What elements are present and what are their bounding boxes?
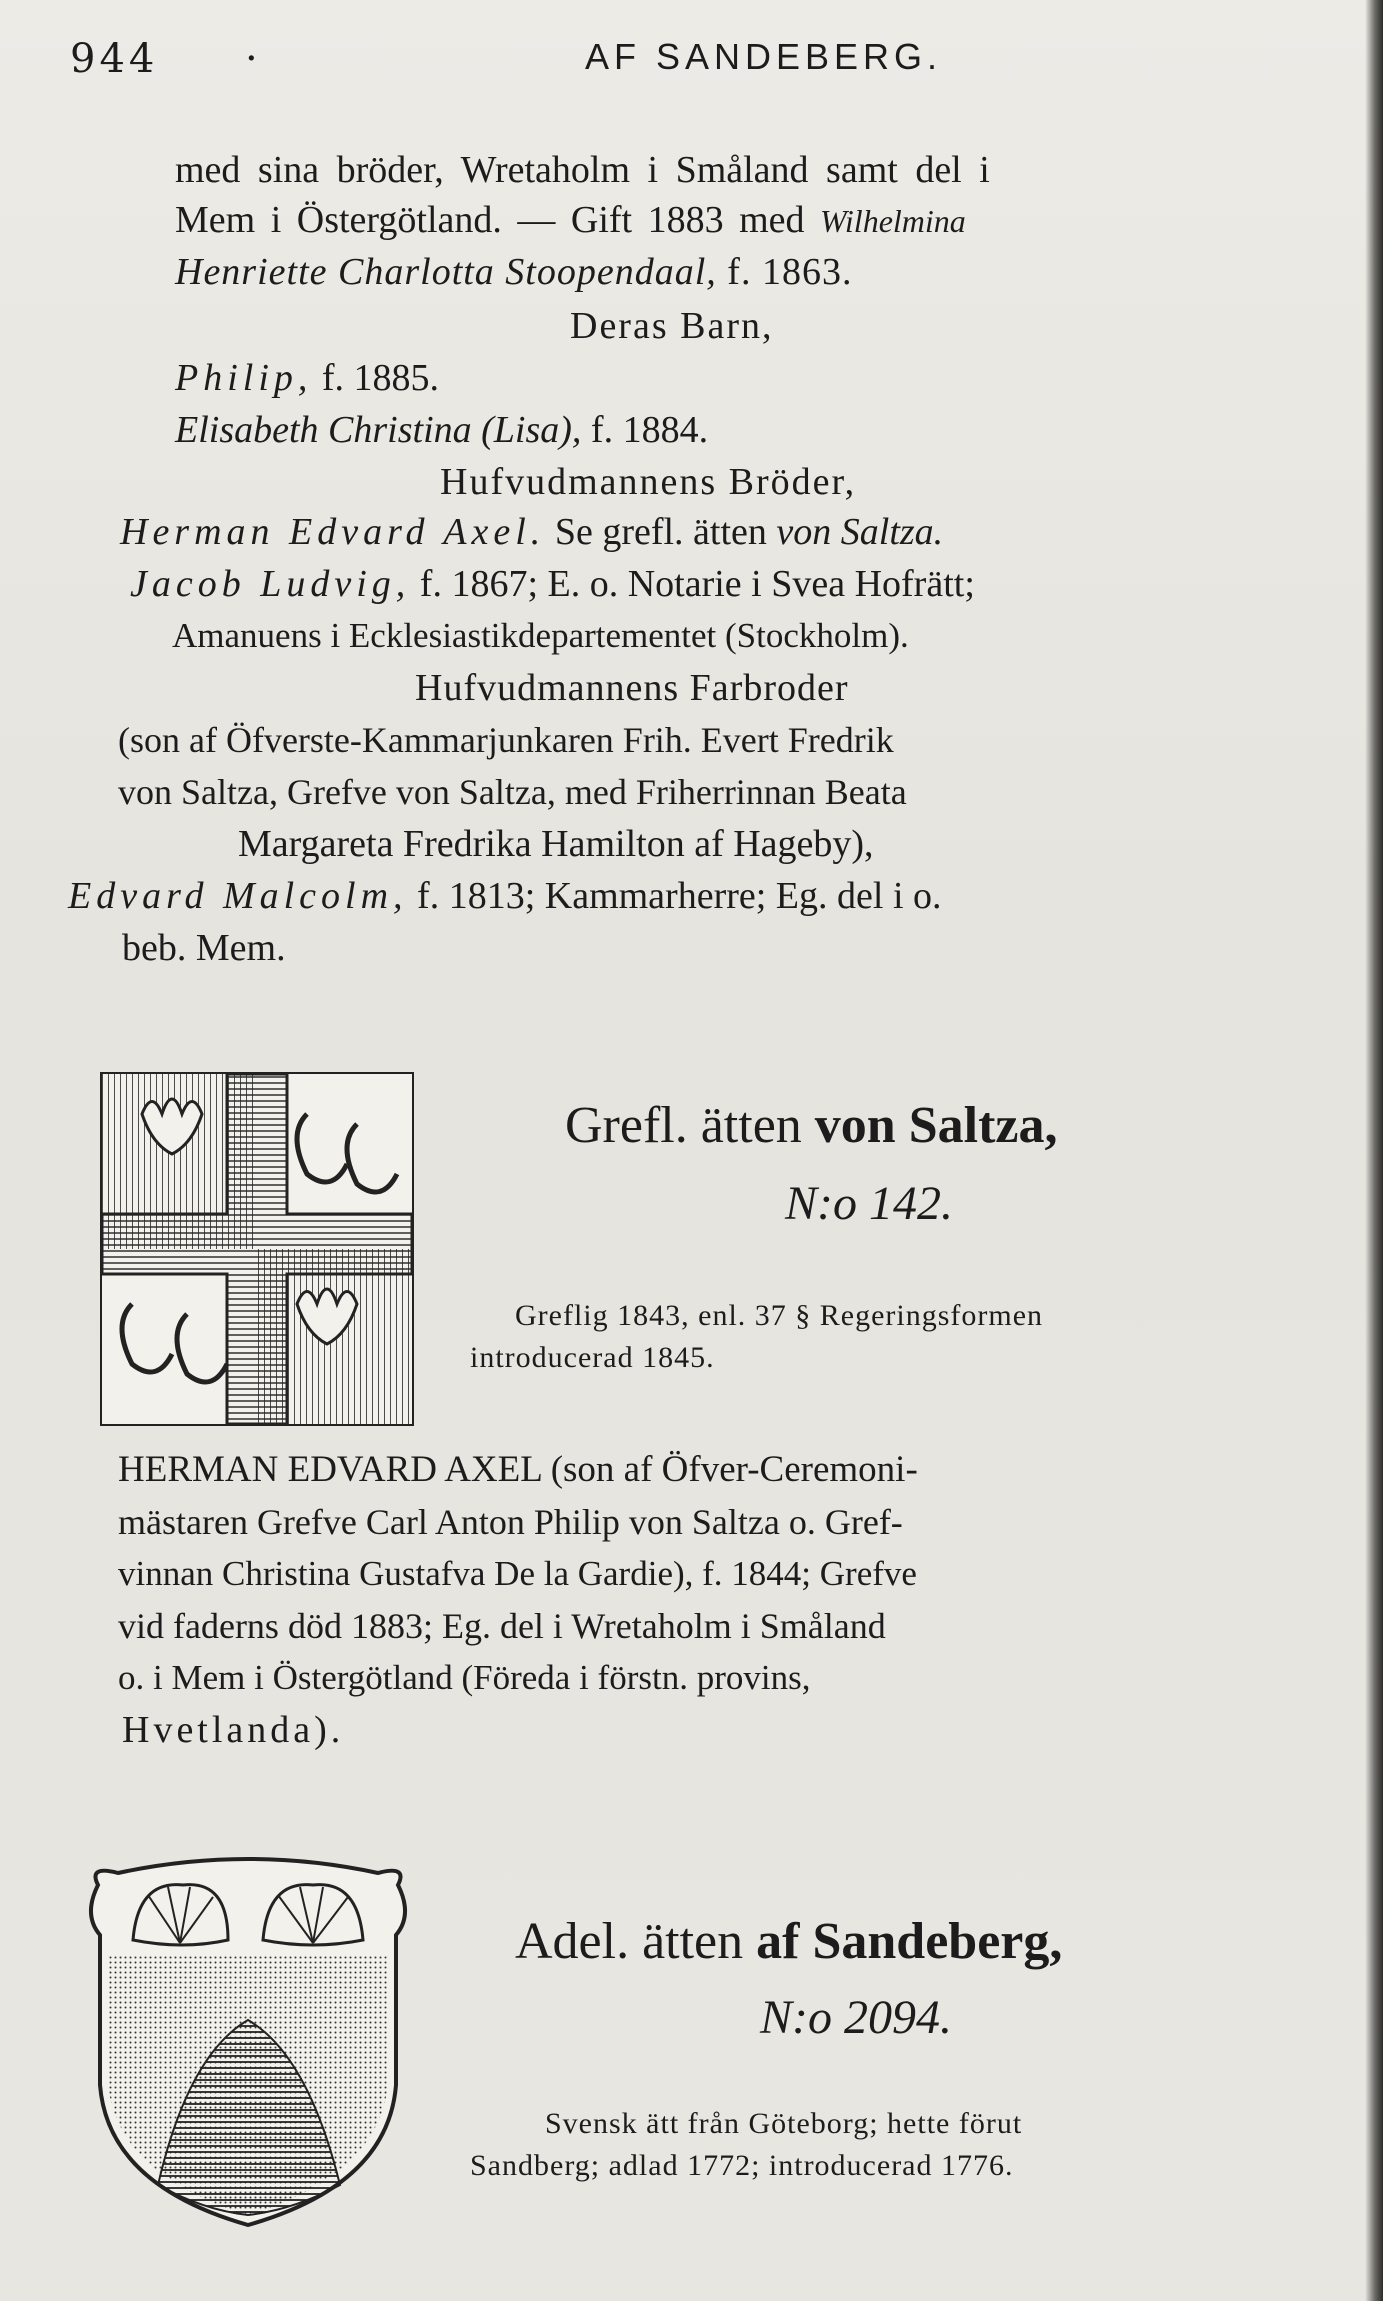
text-line: von Saltza, Grefve von Saltza, med Friherrinnan Beata [118, 772, 907, 812]
section-number-sandeberg: N:o 2094. [760, 1991, 952, 2044]
text-line: Amanuens i Ecklesiastikdepartementet (Stockholm). [172, 616, 909, 655]
text-line: vinnan Christina Gustafva De la Gardie), f. 1844; Grefve [118, 1554, 917, 1593]
text-line: Edvard Malcolm, f. 1813; Kammarherre; Eg. del i o. [68, 875, 942, 917]
text-line: o. i Mem i Östergötland (Föreda i förstn. provins, [118, 1658, 811, 1697]
section-note-line: introducerad 1845. [470, 1341, 715, 1374]
text-line: Mem i Östergötland. — Gift 1883 med Wilhelmina [175, 199, 966, 241]
text-line: beb. Mem. [122, 927, 286, 969]
section-note-line: Greflig 1843, enl. 37 § Regeringsformen [515, 1299, 1044, 1332]
text-line-centered: Deras Barn, [570, 305, 774, 347]
coat-of-arms-sandeberg-icon [78, 1855, 418, 2230]
page-edge-shadow [1365, 0, 1383, 2301]
header-dot: · [245, 36, 262, 82]
section-title-sandeberg: Adel. ätten af Sandeberg, [515, 1913, 1063, 1970]
text-line: Margareta Fredrika Hamilton af Hageby), [238, 823, 874, 865]
text-line: Henriette Charlotta Stoopendaal, f. 1863. [175, 251, 853, 293]
text-line-centered: Hufvudmannens Bröder, [440, 461, 857, 503]
coat-of-arms-sandeberg [78, 1855, 418, 2230]
text-line: vid faderns död 1883; Eg. del i Wretaholm i Småland [118, 1606, 886, 1646]
text-line: med sina bröder, Wretaholm i Småland samt del i [175, 149, 990, 191]
text-line: Jacob Ludvig, f. 1867; E. o. Notarie i Svea Hofrätt; [130, 563, 975, 605]
text-line: Elisabeth Christina (Lisa), f. 1884. [175, 409, 709, 451]
running-title: AF SANDEBERG. [585, 36, 943, 77]
coat-of-arms-saltza [100, 1072, 414, 1426]
coat-of-arms-saltza-icon [102, 1074, 412, 1424]
text-line: Philip, f. 1885. [175, 357, 440, 399]
text-line-centered: Hufvudmannens Farbroder [415, 667, 849, 709]
text-line: Herman Edvard Axel. Se grefl. ätten von Saltza. [120, 511, 944, 553]
text-line: mästaren Grefve Carl Anton Philip von Saltza o. Gref- [118, 1502, 903, 1542]
section-number-saltza: N:o 142. [785, 1177, 953, 1230]
page-number: 944 [70, 36, 159, 82]
text-line: (son af Öfverste-Kammarjunkaren Frih. Evert Fredrik [118, 720, 894, 760]
text-line: Hvetlanda). [122, 1709, 345, 1751]
section-title-saltza: Grefl. ätten von Saltza, [565, 1097, 1058, 1154]
section-note-line: Svensk ätt från Göteborg; hette förut [545, 2107, 1023, 2140]
text-line: HERMAN EDVARD AXEL (son af Öfver-Ceremoni- [118, 1449, 918, 1490]
section-note-line: Sandberg; adlad 1772; introducerad 1776. [470, 2149, 1014, 2182]
